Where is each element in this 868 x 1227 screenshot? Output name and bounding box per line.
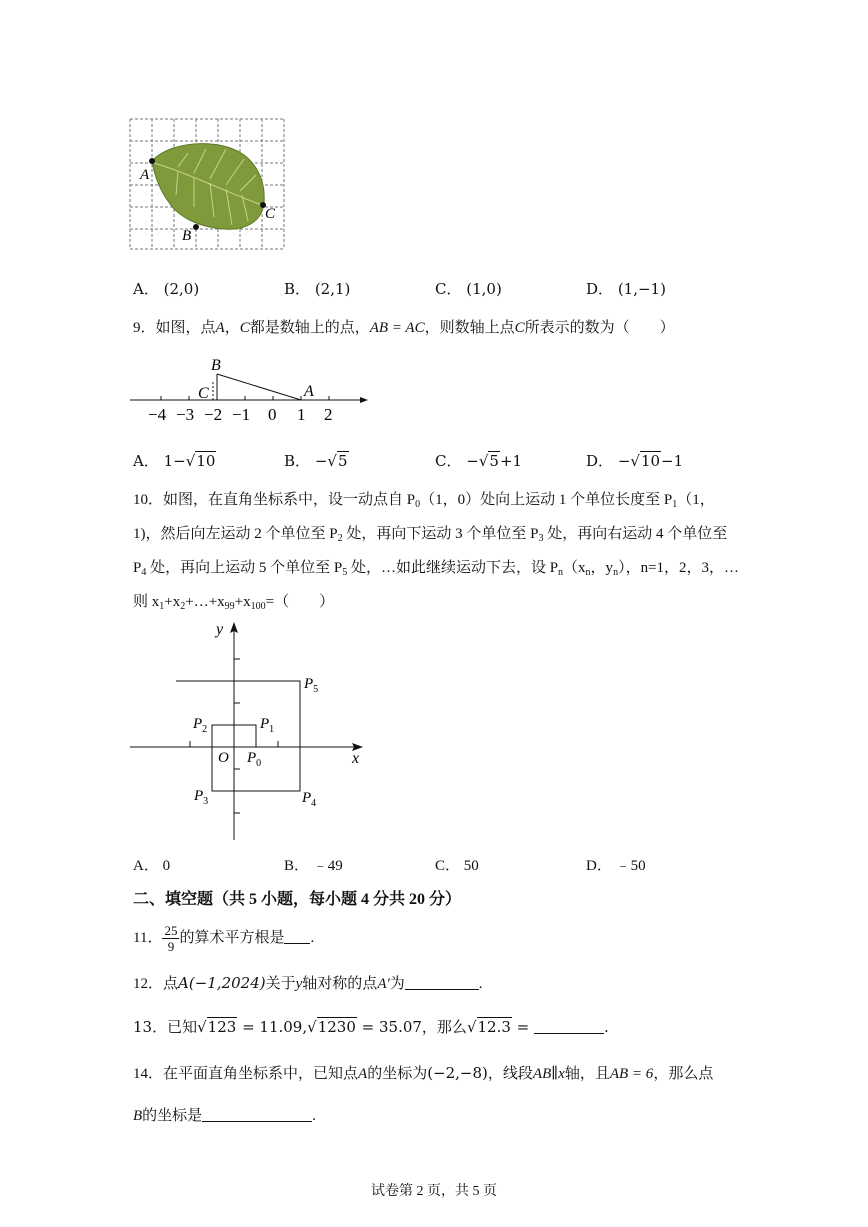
label-p5: $P_5$	[304, 676, 319, 695]
option-text: (1,−1)	[617, 280, 666, 298]
answer-blank[interactable]	[284, 929, 310, 944]
label-b: B	[211, 357, 221, 374]
label-a: A	[304, 383, 314, 400]
q10-option-a[interactable]: A． 0	[133, 858, 171, 874]
label-p4: $P_4$	[302, 790, 317, 809]
axis-x-label: x	[352, 750, 360, 767]
q8-option-b[interactable]	[284, 278, 350, 299]
q8-option-c[interactable]	[435, 278, 502, 299]
origin-label: O	[218, 750, 229, 766]
q9-stem: 9．如图，点A，C都是数轴上的点，AB = AC，则数轴上点C所表示的数为（ ）	[133, 320, 675, 336]
number-line-figure	[128, 352, 373, 428]
q11: 11． $\frac{25}{9}$ 的算术平方根是 .	[133, 923, 315, 955]
answer-blank[interactable]	[405, 975, 479, 990]
option-letter: D．	[586, 280, 614, 298]
q10-option-d[interactable]: D． ﹣50	[586, 858, 646, 874]
tick-label: 0	[268, 405, 277, 424]
point-a	[149, 158, 155, 164]
tick-label: −2	[204, 405, 223, 424]
q10-stem-line4: 则 $x_1+x_2+\dots+x_{99}+x_{100}=$（ ）	[133, 594, 335, 612]
option-text: (2,0)	[163, 280, 200, 298]
q10-option-b[interactable]: B． ﹣49	[284, 858, 343, 874]
q10-stem-line3: $P_4$ 处，再向上运动 5 个单位至 $P_5$ 处，…如此继续运动下去，设 $P_n(x_n$，$y_n$），n=1，2，3，…	[133, 560, 740, 578]
label-c: C	[265, 206, 276, 222]
tick-label: 2	[324, 405, 333, 424]
label-p2: $P_2$	[193, 716, 208, 735]
point-b	[193, 224, 199, 230]
label-p3: $P_3$	[194, 788, 209, 807]
q10-stem-line1: 10．如图，在直角坐标系中，设一动点自 $P_0(1$，0）处向上运动 1 个单位长度至 $P_1(1$，	[133, 492, 715, 510]
q14-line1: 14．在平面直角坐标系中，已知点A的坐标为(−2,−8)，线段AB∥x轴，且AB = 6，那么点	[133, 1064, 714, 1082]
q13: 13．已知√123 = 11.09,√1230 = 35.07，那么√12.3 = .	[133, 1018, 609, 1036]
q9-option-c[interactable]: C． −√5+1	[435, 452, 523, 470]
coordinate-figure	[128, 618, 373, 844]
option-letter: A．	[133, 280, 159, 298]
tick-label: 1	[297, 405, 306, 424]
tick-label: −3	[176, 405, 195, 424]
q10-option-c[interactable]: C． 50	[435, 858, 479, 874]
q12: 12．点A(−1,2024)关于y轴对称的点A′为 .	[133, 974, 483, 992]
label-b: B	[182, 228, 192, 244]
option-text: (2,1)	[314, 280, 351, 298]
q10-stem-line2: 1)，然后向左运动 2 个单位至 $P_2$ 处，再向下运动 3 个单位至 $P_3$ 处，再向右运动 4 个单位至	[133, 526, 728, 544]
q14-line2: B的坐标是 .	[133, 1108, 316, 1124]
option-text: (1,0)	[466, 280, 502, 298]
q9-option-d[interactable]: D． −√10−1	[586, 452, 684, 470]
tick-label: −4	[148, 405, 167, 424]
q8-option-a[interactable]	[133, 278, 199, 299]
axis-y-label: y	[216, 621, 224, 638]
label-p1: $P_1$	[260, 716, 275, 735]
label-p0: $P_0$	[247, 750, 262, 769]
q9-option-a[interactable]: A． 1−√10	[133, 452, 216, 470]
option-letter: C．	[435, 280, 462, 298]
leaf-grid-figure	[128, 117, 288, 253]
q8-option-d[interactable]	[586, 278, 666, 299]
section-heading: 二、填空题（共 5 小题，每小题 4 分共 20 分）	[133, 891, 462, 908]
fraction: $\frac{25}{9}$	[164, 923, 178, 955]
q9-option-b[interactable]: B． −√5	[284, 452, 348, 470]
option-letter: B．	[284, 280, 311, 298]
page-footer: 试卷第 2 页，共 5 页	[371, 1184, 497, 1199]
label-c: C	[198, 385, 209, 402]
label-a: A	[140, 167, 150, 183]
answer-blank[interactable]	[534, 1019, 604, 1034]
tick-label: −1	[232, 405, 251, 424]
answer-blank[interactable]	[202, 1107, 312, 1122]
